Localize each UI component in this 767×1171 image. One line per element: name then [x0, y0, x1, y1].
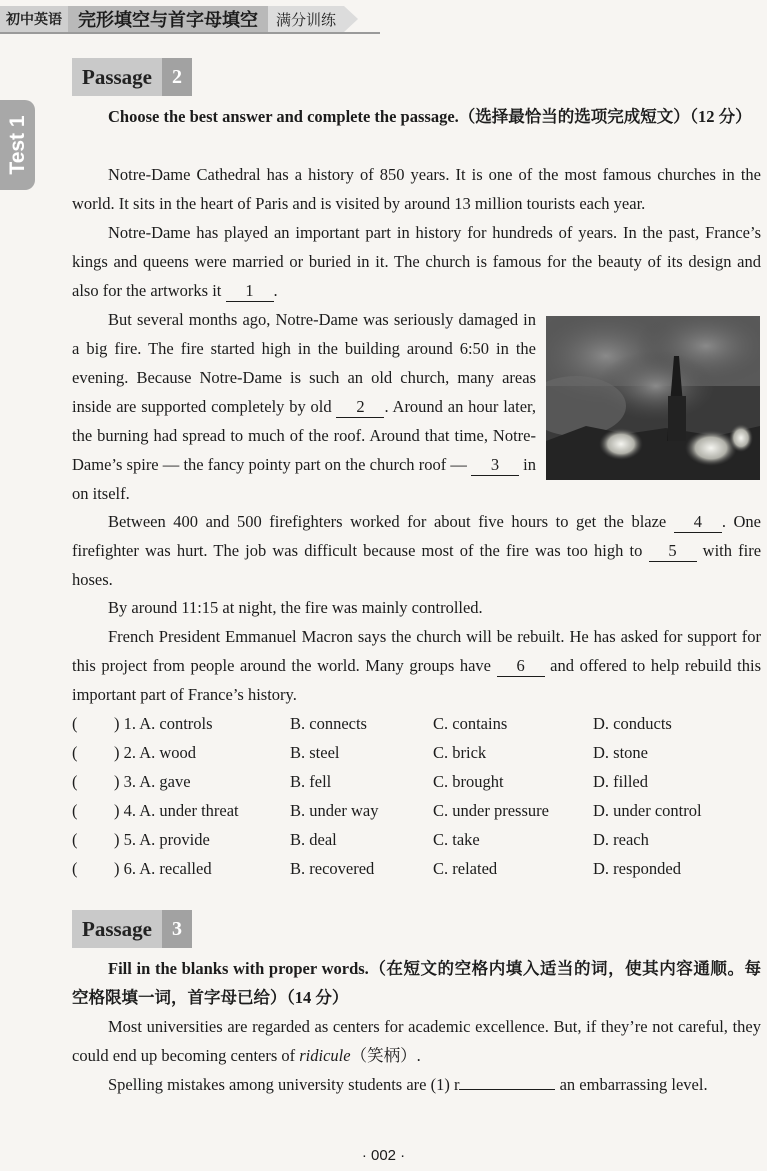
option-b[interactable]: B. fell	[290, 772, 332, 791]
notre-dame-fire-photo	[546, 316, 760, 480]
header-subtitle: 满分训练	[268, 6, 344, 32]
passage2-para5: By around 11:15 at night, the fire was mainly controlled.	[108, 598, 483, 617]
question-row	[72, 825, 762, 854]
header-rule	[0, 32, 380, 34]
blank-6[interactable]: 6	[497, 656, 545, 677]
answer-paren[interactable]: (	[72, 859, 78, 878]
passage2-para2	[72, 218, 761, 305]
option-c[interactable]: C. contains	[433, 714, 508, 733]
passage3-badge	[72, 910, 192, 948]
question-row	[72, 767, 762, 796]
passage3-para2-text-a: Spelling mistakes among university students are (1) r	[108, 1075, 460, 1094]
option-c[interactable]: C. related	[433, 859, 498, 878]
blank-4[interactable]: 4	[674, 512, 722, 533]
header-banner	[0, 4, 358, 34]
header-series: 完形填空与首字母填空	[68, 6, 268, 32]
option-b[interactable]: B. recovered	[290, 859, 375, 878]
passage2-badge	[72, 58, 192, 96]
passage2-para2-text: Notre-Dame has played an important part in history for hundreds of years. In the past, France’s kings and queens were married or buried in it. The church is famous for the beauty of its design and also for the artworks it	[72, 223, 761, 300]
page-number: · 002 ·	[361, 1147, 406, 1164]
option-d[interactable]: D. filled	[593, 772, 648, 791]
question-number-option-a[interactable]: ) 3. A. gave	[114, 772, 191, 791]
blank-1[interactable]: 1	[226, 281, 274, 302]
option-c[interactable]: C. under pressure	[433, 801, 549, 820]
fire-photo-graphic	[546, 316, 760, 480]
answer-paren[interactable]: (	[72, 743, 78, 762]
passage2-para3-text-c: in on itself.	[72, 455, 536, 503]
question-row	[72, 854, 762, 883]
header-subject: 初中英语	[0, 6, 68, 32]
answer-paren[interactable]: (	[72, 801, 78, 820]
side-tab	[0, 100, 35, 190]
passage2-badge-label: Passage	[72, 58, 162, 96]
option-c[interactable]: C. take	[433, 830, 480, 849]
question-row	[72, 738, 762, 767]
passage2-para4-text-a: Between 400 and 500 firefighters worked for about five hours to get the blaze	[108, 512, 667, 531]
passage3-instruction: Fill in the blanks with proper words.（在短文的空格内填入适当的词，使其内容通顺。每空格限填一词，首字母已给）（14 分）	[72, 959, 761, 1007]
option-d[interactable]: D. stone	[593, 743, 648, 762]
passage3-para1-italic: ridicule	[299, 1046, 351, 1065]
passage2-para3	[72, 305, 536, 508]
passage3-para1-text-b: （笑柄）.	[350, 1046, 421, 1065]
question-row	[72, 709, 762, 738]
passage2-para6	[72, 622, 761, 709]
passage3-para2-text-b: an embarrassing level.	[559, 1075, 708, 1094]
passage2-para1: Notre-Dame Cathedral has a history of 850 years. It is one of the most famous churches in the world. It sits in the heart of Paris and is visited by around 13 million tourists each year.	[72, 165, 761, 213]
blank-2[interactable]: 2	[336, 397, 384, 418]
header-arrow	[344, 6, 358, 32]
option-b[interactable]: B. connects	[290, 714, 367, 733]
question-number-option-a[interactable]: ) 2. A. wood	[114, 743, 197, 762]
passage2-para6-text-b: and offered to help rebuild this important part of France’s history.	[72, 656, 762, 704]
option-d[interactable]: D. under control	[593, 801, 702, 820]
question-number-option-a[interactable]: ) 5. A. provide	[114, 830, 210, 849]
blank-5[interactable]: 5	[649, 541, 697, 562]
option-c[interactable]: C. brick	[433, 743, 487, 762]
passage3-badge-label: Passage	[72, 910, 162, 948]
passage2-para6-text-a: French President Emmanuel Macron says the church will be rebuilt. He has asked for support for this project from people around the world. Many groups have	[72, 627, 761, 675]
option-b[interactable]: B. steel	[290, 743, 340, 762]
option-d[interactable]: D. conducts	[593, 714, 672, 733]
side-tab-label: Test 1	[5, 115, 29, 175]
question-row	[72, 796, 762, 825]
passage2-para2-end: .	[273, 281, 278, 300]
answer-paren[interactable]: (	[72, 714, 78, 733]
passage3-blank-1[interactable]	[459, 1089, 555, 1090]
passage2-para3-text-b: . Around an hour later, the burning had spread to much of the roof. Around that time, Notre-Dame’s spire — the fancy pointy part on the church roof —	[72, 397, 537, 474]
question-number-option-a[interactable]: ) 4. A. under threat	[114, 801, 239, 820]
option-c[interactable]: C. brought	[433, 772, 504, 791]
passage2-para4	[72, 507, 761, 594]
question-number-option-a[interactable]: ) 6. A. recalled	[114, 859, 212, 878]
passage3-para1	[72, 1012, 761, 1070]
answer-paren[interactable]: (	[72, 830, 78, 849]
option-d[interactable]: D. responded	[593, 859, 681, 878]
passage2-para4-text-b: . One firefighter was hurt. The job was difficult because most of the fire was too high to	[72, 512, 761, 560]
option-b[interactable]: B. under way	[290, 801, 379, 820]
passage3-badge-number: 3	[162, 910, 192, 948]
passage2-badge-number: 2	[162, 58, 192, 96]
answer-paren[interactable]: (	[72, 772, 78, 791]
option-b[interactable]: B. deal	[290, 830, 337, 849]
passage3-para2	[72, 1070, 761, 1099]
passage3-para1-text-a: Most universities are regarded as centers for academic excellence. But, if they’re not careful, they could end up becoming centers of	[72, 1017, 761, 1065]
passage2-para4-text-c: with fire hoses.	[72, 541, 762, 589]
passage2-instruction: Choose the best answer and complete the passage.（选择最恰当的选项完成短文）（12 分）	[108, 107, 752, 126]
question-number-option-a[interactable]: ) 1. A. controls	[114, 714, 213, 733]
blank-3[interactable]: 3	[471, 455, 519, 476]
option-d[interactable]: D. reach	[593, 830, 649, 849]
passage2-para3-text-a: But several months ago, Notre-Dame was seriously damaged in a big fire. The fire started high in the building around 6:50 in the evening. Because Notre-Dame is such an old church, many areas inside are supported completely by old	[72, 310, 536, 416]
